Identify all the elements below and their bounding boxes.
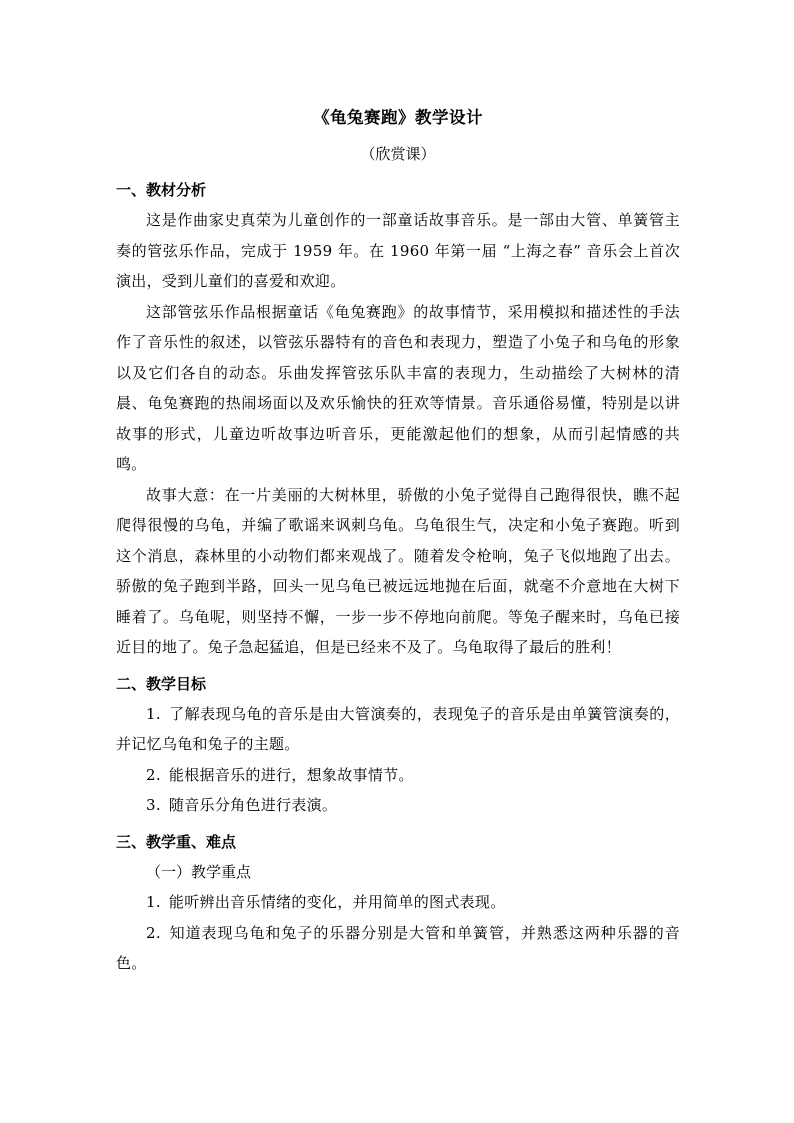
paragraph-story: 故事大意：在一片美丽的大树林里，骄傲的小兔子觉得自己跑得很快，瞧不起爬得很慢的乌龟，并编了歌谣来讽刺乌龟。乌龟很生气，决定和小兔子赛跑。听到这个消息，森林里的小动物们都来观战了。随着发令枪响，兔子飞似地跑了出去。骄傲的兔子跑到半路，回头一见乌龟已被远远地抛在后面，就毫不介意地在大树下睡着了。乌龟呢，则坚持不懈，一步一步不停地向前爬。等兔子醒来时，乌龟已接近目的地了。兔子急起猛追，但是已经来不及了。乌龟取得了最后的胜利！	[116, 485, 680, 656]
objective-item	[116, 699, 680, 760]
key-point-number: 1.	[146, 893, 161, 911]
objective-item	[116, 760, 680, 791]
document-title: 《龟兔赛跑》教学设计	[313, 108, 483, 127]
objective-item	[116, 790, 680, 821]
objective-number: 1.	[146, 704, 161, 723]
subsection-heading-key-points: （一）教学重点	[146, 862, 252, 881]
objective-number: 3.	[146, 796, 161, 814]
key-point-item	[116, 918, 680, 979]
key-point-text: 能听辨出音乐情绪的变化，并用简单的图式表现。	[168, 893, 506, 911]
objective-number: 2.	[146, 765, 161, 784]
paragraph-description: 这部管弦乐作品根据童话《龟兔赛跑》的故事情节，采用模拟和描述性的手法作了音乐性的叙述，以管弦乐器特有的音色和表现力，塑造了小兔子和乌龟的形象以及它们各自的动态。乐曲发挥管弦乐队丰富的表现力，生动描绘了大树林的清晨、龟兔赛跑的热闹场面以及欢乐愉快的狂欢等情景。音乐通俗易懂，特别是以讲故事的形式，儿童边听故事边听音乐，更能激起他们的想象，从而引起情感的共鸣。	[116, 302, 680, 473]
section-heading-key-points: 三、教学重、难点	[116, 832, 237, 851]
key-point-item	[116, 887, 680, 918]
objective-text: 了解表现乌龟的音乐是由大管演奏的，表现兔子的音乐是由单簧管演奏的，并记忆乌龟和兔子的主题。	[116, 704, 680, 753]
objective-text: 随音乐分角色进行表演。	[168, 796, 338, 814]
key-point-number: 2.	[146, 923, 161, 942]
document-body	[116, 104, 680, 979]
key-point-text: 知道表现乌龟和兔子的乐器分别是大管和单簧管，并熟悉这两种乐器的音色。	[116, 923, 680, 972]
section-heading-objectives: 二、教学目标	[116, 674, 207, 693]
paragraph-intro: 这是作曲家史真荣为儿童创作的一部童话故事音乐。是一部由大管、单簧管主奏的管弦乐作品，完成于 1959 年。在 1960 年第一届 “上海之春” 音乐会上首次演出，受到儿童们的喜爱和欢迎。	[116, 211, 680, 290]
document-subtitle: （欣赏课）	[360, 145, 436, 163]
section-heading-materials: 一、教材分析	[116, 181, 207, 199]
objective-text: 能根据音乐的进行，想象故事情节。	[168, 765, 414, 784]
